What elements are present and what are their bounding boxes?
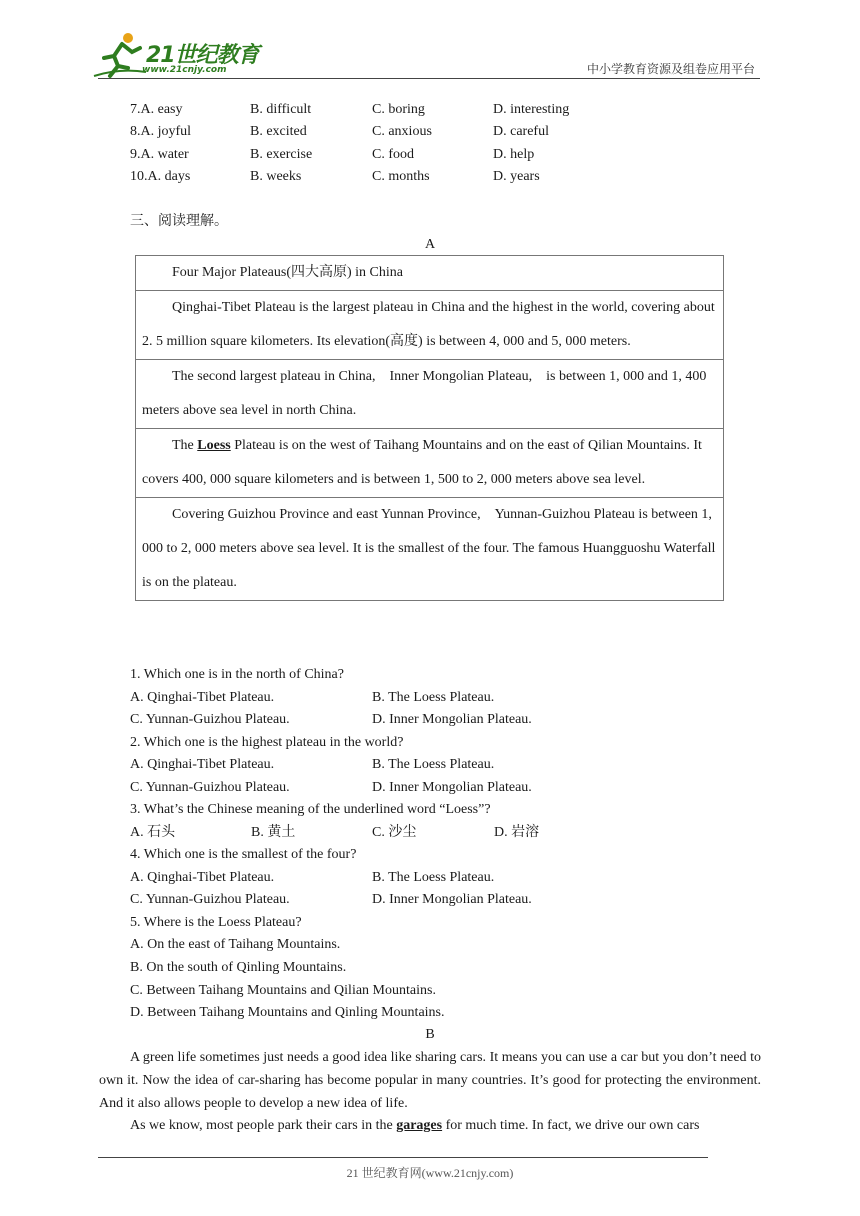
option-a: A. 石头 [130, 825, 176, 840]
text-fragment: Plateau is on the west of Taihang Mountains and on the east of Qilian Mountains. It covers 400, 000 square kilometers and is between 1, 500 to 2, 000 meters above sea level. [142, 438, 702, 487]
text-fragment: for much time. In fact, we drive our own cars [442, 1118, 700, 1133]
cloze-option-row [130, 167, 730, 187]
table-row [136, 429, 724, 498]
option-a: 7.A. easy [130, 102, 183, 117]
table-cell: Qinghai-Tibet Plateau is the largest plateau in China and the highest in the world, covering about 2. 5 million square kilometers. Its elevation(高度) is between 4, 000 and 5, 000 meters. [136, 291, 724, 360]
option-a: 9.A. water [130, 147, 189, 162]
option-c: C. months [372, 169, 430, 184]
option-c: C. Yunnan-Guizhou Plateau. [130, 892, 290, 907]
option-b: B. The Loess Plateau. [372, 757, 495, 772]
header-divider [98, 78, 760, 79]
option-d: D. interesting [493, 102, 570, 117]
option-c: C. Yunnan-Guizhou Plateau. [130, 712, 290, 727]
option-d: D. years [493, 169, 540, 184]
option-b: B. On the south of Qinling Mountains. [130, 960, 347, 975]
logo-title: 21世纪教育 [146, 43, 259, 68]
passage-label-a: A [424, 237, 436, 252]
underlined-word: Loess [197, 438, 231, 453]
option-a: A. Qinghai-Tibet Plateau. [130, 757, 275, 772]
option-d: D. Inner Mongolian Plateau. [372, 780, 532, 795]
option-c: C. anxious [372, 124, 432, 139]
section-title: 三、阅读理解。 [130, 214, 228, 229]
option-c: C. Between Taihang Mountains and Qilian Mountains. [130, 983, 436, 998]
option-d: D. careful [493, 124, 549, 139]
question-4: 4. Which one is the smallest of the four? [130, 847, 357, 862]
option-b: B. The Loess Plateau. [372, 870, 495, 885]
question-1: 1. Which one is in the north of China? [130, 667, 344, 682]
option-a: A. Qinghai-Tibet Plateau. [130, 870, 275, 885]
runner-icon [92, 32, 148, 80]
question-3: 3. What’s the Chinese meaning of the underlined word “Loess”? [130, 802, 491, 817]
footer-text: 21 世纪教育网(www.21cnjy.com) [346, 1166, 514, 1180]
option-c: C. Yunnan-Guizhou Plateau. [130, 780, 290, 795]
table-row [136, 498, 724, 601]
passage-b-paragraph-2 [99, 1114, 761, 1137]
table-row [136, 291, 724, 360]
table-row [136, 360, 724, 429]
option-a: 10.A. days [130, 169, 191, 184]
option-b: B. excited [250, 124, 307, 139]
question-2: 2. Which one is the highest plateau in the world? [130, 735, 404, 750]
text-fragment: The [172, 438, 198, 453]
option-b: B. 黄土 [251, 825, 296, 840]
logo [92, 32, 262, 80]
option-b: B. weeks [250, 169, 302, 184]
option-b: B. difficult [250, 102, 312, 117]
option-c: C. food [372, 147, 414, 162]
table-row [136, 256, 724, 291]
passage-b-paragraph-1: A green life sometimes just needs a good idea like sharing cars. It means you can use a car but you don’t need to own it. Now the idea of car-sharing has become popular in many countries. It’s good for protecting the environment. And it also allows people to develop a new idea of life. [99, 1050, 761, 1111]
table-cell: Covering Guizhou Province and east Yunnan Province, Yunnan-Guizhou Plateau is between 1, 000 to 2, 000 meters above sea level. It is the smallest of the four. The famous Huangguoshu Waterfall is on the plateau. [136, 498, 724, 601]
option-a: A. Qinghai-Tibet Plateau. [130, 690, 275, 705]
option-a: A. On the east of Taihang Mountains. [130, 937, 341, 952]
option-d: D. Inner Mongolian Plateau. [372, 712, 532, 727]
option-d: D. Between Taihang Mountains and Qinling Mountains. [130, 1005, 445, 1020]
question-5: 5. Where is the Loess Plateau? [130, 915, 302, 930]
footer-divider [98, 1157, 708, 1158]
option-b: B. The Loess Plateau. [372, 690, 495, 705]
plateau-table [135, 255, 724, 601]
table-cell [136, 429, 724, 498]
cloze-option-row [130, 100, 730, 120]
page-header [0, 0, 860, 90]
option-c: C. 沙尘 [372, 825, 417, 840]
table-title-cell: Four Major Plateaus(四大高原) in China [136, 256, 724, 291]
option-d: D. Inner Mongolian Plateau. [372, 892, 532, 907]
cloze-option-row [130, 145, 730, 165]
header-platform-text: 中小学教育资源及组卷应用平台 [586, 62, 755, 76]
option-a: 8.A. joyful [130, 124, 192, 139]
cloze-option-row [130, 122, 730, 142]
option-d: D. help [493, 147, 535, 162]
option-c: C. boring [372, 102, 425, 117]
option-d: D. 岩溶 [494, 825, 540, 840]
passage-label-b: B [425, 1027, 435, 1042]
table-cell: The second largest plateau in China, Inner Mongolian Plateau, is between 1, 000 and 1, 400 meters above sea level in north China. [136, 360, 724, 429]
underlined-word: garages [396, 1118, 443, 1133]
option-b: B. exercise [250, 147, 313, 162]
logo-url: www.21cnjy.com [142, 65, 227, 75]
text-fragment: As we know, most people park their cars in the [130, 1118, 397, 1133]
